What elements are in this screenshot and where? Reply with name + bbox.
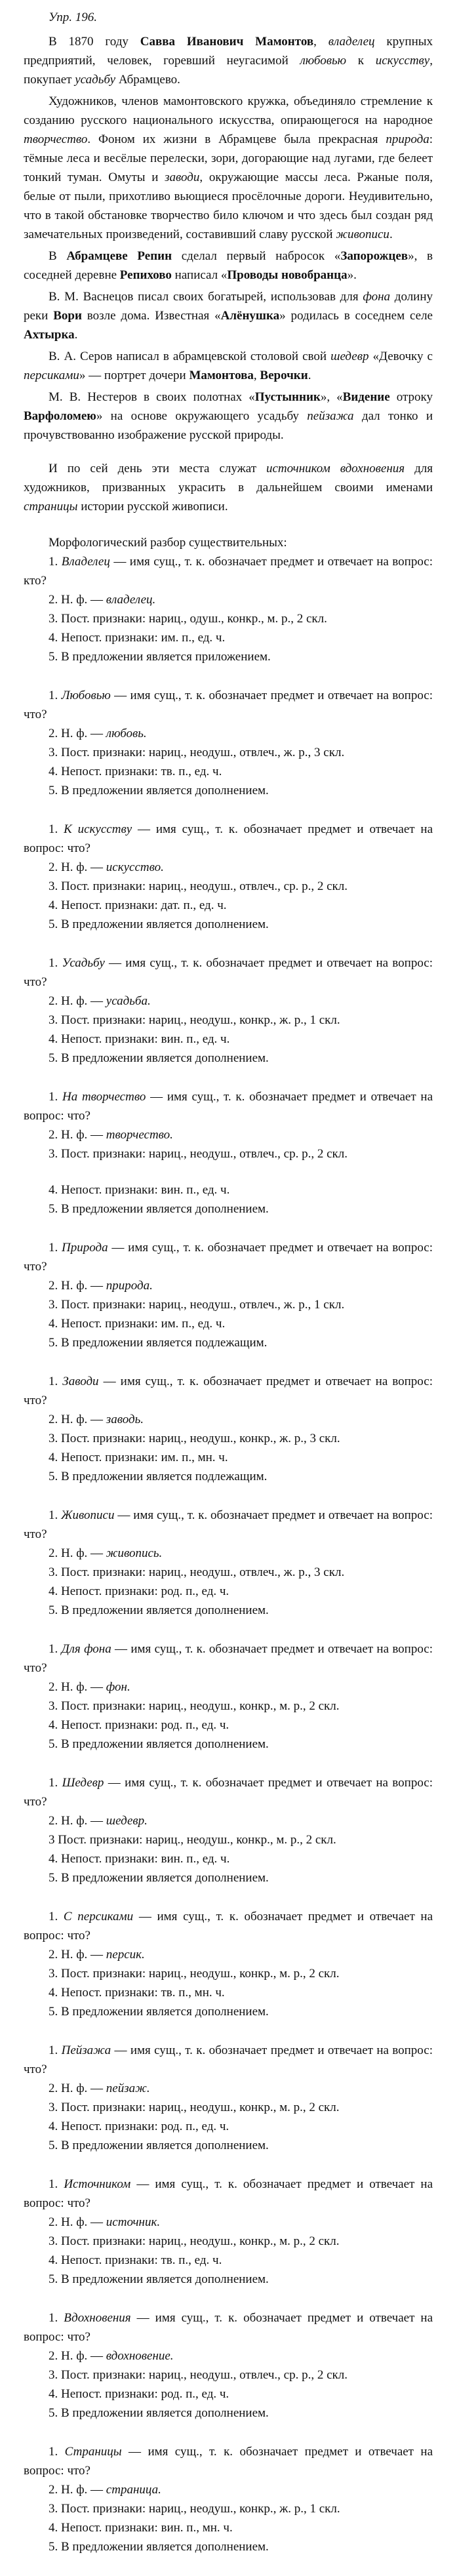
analysis-line-3: 3. Пост. признаки: нариц., неодуш., отвлеч., ср. р., 2 скл. [49,879,348,893]
item-number: 1. [49,1776,62,1790]
normal-form: фон. [106,1680,130,1694]
normal-form: любовь. [106,727,147,740]
normal-form-label: 2. Н. ф. — [49,2483,106,2497]
analysis-line-1 [24,2175,433,2213]
definition-text: — имя сущ., т. к. обозначает предмет и отвечает на вопрос: что? [24,1508,433,1541]
item-number: 1. [49,689,62,702]
definition-text: — имя сущ., т. к. обозначает предмет и отвечает на вопрос: что? [24,956,433,989]
analysis-line-5: 5. В предложении является дополнением. [49,1603,269,1617]
normal-form-label: 2. Н. ф. — [49,727,106,740]
analysis-line-1 [24,2041,433,2079]
definition-text: — имя сущ., т. к. обозначает предмет и отвечает на вопрос: что? [24,1090,433,1123]
analyzed-word: Вдохновения [64,2311,131,2325]
analyzed-word: К искусству [64,822,132,836]
analysis-line-4: 4. Непост. признаки: род. п., ед. ч. [49,1718,230,1732]
analysis-item [24,1238,433,1352]
analysis-line-1 [24,1640,433,1678]
normal-form-label: 2. Н. ф. — [49,1680,106,1694]
analysis-line-4: 4. Непост. признаки: род. п., ед. ч. [49,1584,230,1598]
analysis-line-4: 4. Непост. признаки: тв. п., ед. ч. [49,765,222,778]
normal-form-label: 2. Н. ф. — [49,593,106,607]
analyzed-word: Любовью [61,689,111,702]
analysis-item [24,2308,433,2423]
normal-form-label: 2. Н. ф. — [49,2215,106,2229]
normal-form: искусство. [106,860,164,874]
analysis-line-4: 4. Непост. признаки: вин. п., ед. ч. [49,1852,230,1866]
analysis-line-2 [24,2346,433,2365]
analysis-line-1 [24,686,433,724]
paragraph-5: В. А. Серов написал в абрамцевской столовой свой шедевр «Девочку с персиками» — портрет дочери Мамонтова, Верочки. [24,350,433,382]
normal-form: источник. [106,2215,161,2229]
analysis-line-5: 5. В предложении является дополнением. [49,2272,269,2286]
normal-form: природа. [106,1279,153,1293]
definition-text: — имя сущ., т. к. обозначает предмет и отвечает на вопрос: что? [24,2311,433,2344]
analysis-item [24,2175,433,2289]
analysis-line-4: 4. Непост. признаки: вин. п., мн. ч. [49,2521,233,2535]
analysis-line-3: 3 Пост. признаки: нариц., неодуш., конкр., м. р., 2 скл. [49,1833,336,1847]
analyzed-word: Для фона [61,1642,111,1656]
analysis-line-1 [24,1907,433,1945]
paragraph-4: В. М. Васнецов писал своих богатырей, использовав для фона долину реки Вори возле дома. Известная «Алёнушка» родилась в соседнем селе Ахтырка. [24,290,433,342]
normal-form: заводь. [106,1413,144,1426]
paragraph-7: И по сей день эти места служат источником вдохновения для художников, призванных украсить в дальнейшем своими именами страницы истории русской живописи. [24,462,433,513]
normal-form-label: 2. Н. ф. — [49,1814,106,1828]
definition-text: — имя сущ., т. к. обозначает предмет и отвечает на вопрос: что? [24,1241,433,1274]
analysis-line-5: 5. В предложении является дополнением. [49,2540,269,2554]
analysis-line-2 [24,1276,433,1295]
analyzed-word: Страницы [64,2445,122,2459]
analysis-item [24,1372,433,1486]
analysis-line-3: 3. Пост. признаки: нариц., неодуш., конкр., м. р., 2 скл. [49,2234,340,2248]
definition-text: — имя сущ., т. к. обозначает предмет и отвечает на вопрос: что? [24,1776,433,1809]
item-number: 1. [49,2311,64,2325]
analysis-line-2 [24,2213,433,2232]
analysis-line-3: 3. Пост. признаки: нариц., неодуш., конкр., ж. р., 1 скл. [49,2502,340,2516]
analysis-line-1 [24,1372,433,1410]
analysis-line-4: 4. Непост. признаки: род. п., ед. ч. [49,2387,230,2401]
analysis-item [24,1640,433,1754]
analysis-line-3: 3. Пост. признаки: нариц., неодуш., конкр., м. р., 2 скл. [49,1967,340,1981]
item-number: 1. [49,822,64,836]
item-number: 1. [49,1910,64,1923]
normal-form-label: 2. Н. ф. — [49,1128,106,1142]
item-number: 1. [49,555,62,569]
source-text [24,32,433,516]
analysis-line-3: 3. Пост. признаки: нариц., неодуш., конкр., м. р., 2 скл. [49,2101,340,2114]
definition-text: — имя сущ., т. к. обозначает предмет и отвечает на вопрос: что? [24,2445,433,2478]
item-number: 1. [49,1241,62,1255]
analysis-list [24,552,433,2556]
analysis-line-4: 4. Непост. признаки: вин. п., ед. ч. [49,1032,230,1046]
analysis-line-2 [24,1544,433,1563]
analyzed-word: Усадьбу [62,956,105,970]
analyzed-word: Источником [64,2177,131,2191]
paragraph-1: В 1870 году Савва Иванович Мамонтов, владелец крупных предприятий, человек, горевший неугасимой любовью к искусству, покупает усадьбу Абрамцево. [24,35,433,87]
analysis-line-4: 4. Непост. признаки: тв. п., мн. ч. [49,1986,225,2000]
definition-text: — имя сущ., т. к. обозначает предмет и отвечает на вопрос: что? [24,822,433,855]
normal-form-label: 2. Н. ф. — [49,1546,106,1560]
analysis-line-2 [24,2079,433,2098]
definition-text: — имя сущ., т. к. обозначает предмет и отвечает на вопрос: что? [24,1642,433,1675]
analysis-line-1 [24,1087,433,1125]
analysis-line-1 [24,2442,433,2480]
paragraph-2: Художников, членов мамонтовского кружка, объединяло стремление к созданию русского национального искусства, опирающегося на народное творчество. Фоном их жизни в Абрамцеве была прекрасная природа: тёмные леса и весёлые перелески, зори, догорающие над лугами, где белеет тонкий туман. Омуты и заводи, окружающие массы леса. Ржаные поля, белые от пыли, прихотливо вьющиеся просёлочные дороги. Неудивительно, что в такой обстановке творчество било ключом и что здесь был создан ряд замечательных произведений, составивший славу русской живописи. [24,94,433,241]
definition-text: — имя сущ., т. к. обозначает предмет и отвечает на вопрос: что? [24,1910,433,1942]
analysis-line-4: 4. Непост. признаки: им. п., ед. ч. [49,1317,226,1331]
item-number: 1. [49,2445,65,2459]
analysis-line-5: 5. В предложении является дополнением. [49,2406,269,2420]
analysis-item [24,1506,433,1620]
analysis-line-4: 4. Непост. признаки: им. п., ед. ч. [49,631,226,645]
analyzed-word: Живописи [61,1508,115,1522]
analysis-line-2 [24,1811,433,1830]
analysis-line-2 [24,724,433,743]
analysis-line-5: 5. В предложении является приложением. [49,650,271,664]
analysis-line-2 [24,1410,433,1429]
analysis-item [24,954,433,1068]
item-number: 1. [49,1375,63,1388]
analysis-item [24,1087,433,1218]
analyzed-word: С персиками [63,1910,134,1923]
analysis-item [24,552,433,666]
analysis-line-1 [24,2308,433,2346]
analyzed-word: Владелец [61,555,110,569]
normal-form-label: 2. Н. ф. — [49,1413,106,1426]
definition-text: — имя сущ., т. к. обозначает предмет и отвечает на вопрос: что? [24,1375,433,1407]
normal-form-label: 2. Н. ф. — [49,2349,106,2363]
item-number: 1. [49,1508,62,1522]
analysis-line-3: 3. Пост. признаки: нариц., неодуш., конкр., ж. р., 1 скл. [49,1013,340,1027]
analysis-line-2 [24,858,433,877]
analysis-line-5: 5. В предложении является дополнением. [49,917,269,931]
normal-form: страница. [106,2483,161,2497]
analysis-line-4: 4. Непост. признаки: род. п., ед. ч. [49,2120,230,2133]
exercise-title: Упр. 196. [49,10,98,24]
normal-form-label: 2. Н. ф. — [49,2082,106,2095]
analysis-item [24,686,433,800]
definition-text: — имя сущ., т. к. обозначает предмет и отвечает на вопрос: кто? [24,555,433,588]
analysis-item [24,1773,433,1887]
normal-form-label: 2. Н. ф. — [49,1279,106,1293]
analysis-line-3: 3. Пост. признаки: нариц., неодуш., конкр., ж. р., 3 скл. [49,1432,340,1445]
analysis-line-3: 3. Пост. признаки: нариц., неодуш., отвлеч., ж. р., 3 скл. [49,746,345,759]
analysis-line-3: 3. Пост. признаки: нариц., неодуш., отвлеч., ж. р., 3 скл. [49,1565,345,1579]
analysis-line-3: 3. Пост. признаки: нариц., неодуш., конкр., м. р., 2 скл. [49,1699,340,1713]
item-number: 1. [49,2177,64,2191]
analysis-line-5: 5. В предложении является дополнением. [49,2139,269,2152]
item-number: 1. [49,2043,62,2057]
normal-form: усадьба. [106,994,151,1008]
analysis-item [24,2041,433,2155]
analyzed-word: Пейзажа [61,2043,111,2057]
definition-text: — имя сущ., т. к. обозначает предмет и отвечает на вопрос: что? [24,2043,433,2076]
analyzed-word: Шедевр [62,1776,104,1790]
definition-text: — имя сущ., т. к. обозначает предмет и отвечает на вопрос: что? [24,2177,433,2210]
analysis-line-2 [24,992,433,1011]
analysis-line-4: 4. Непост. признаки: дат. п., ед. ч. [49,898,227,912]
analysis-line-5: 5. В предложении является подлежащим. [49,1336,268,1350]
analysis-heading: Морфологический разбор существительных: [49,536,287,550]
analysis-line-4: 4. Непост. признаки: вин. п., ед. ч. [49,1183,230,1197]
analysis-line-3: 3. Пост. признаки: нариц., неодуш., отвлеч., ср. р., 2 скл. [49,2368,348,2382]
analysis-line-5: 5. В предложении является дополнением. [49,1871,269,1885]
analysis-line-1 [24,820,433,858]
analysis-line-1 [24,1238,433,1276]
analysis-line-5: 5. В предложении является дополнением. [49,784,269,797]
analysis-item [24,2442,433,2556]
paragraph-3: В Абрамцеве Репин сделал первый набросок «Запорожцев», в соседней деревне Репихово написал «Проводы новобранца». [24,249,433,282]
analysis-line-1 [24,954,433,992]
analysis-line-5: 5. В предложении является подлежащим. [49,1470,268,1483]
analysis-line-3: 3. Пост. признаки: нариц., одуш., конкр., м. р., 2 скл. [49,612,327,626]
analysis-line-2 [24,590,433,609]
normal-form: творчество. [106,1128,173,1142]
paragraph-6: М. В. Нестеров в своих полотнах «Пустынник», «Видение отроку Варфоломею» на основе окружающего усадьбу пейзажа дал тонко и прочувствованно изображение русской природы. [24,390,433,442]
normal-form: пейзаж. [106,2082,150,2095]
analysis-line-3: 3. Пост. признаки: нариц., неодуш., отвлеч., ж. р., 1 скл. [49,1298,345,1312]
normal-form: владелец. [106,593,156,607]
item-number: 1. [49,1090,62,1104]
analysis-line-1 [24,1506,433,1544]
normal-form: персик. [106,1948,145,1962]
normal-form: вдохновение. [106,2349,174,2363]
normal-form-label: 2. Н. ф. — [49,860,106,874]
analyzed-word: Природа [62,1241,108,1255]
item-number: 1. [49,1642,62,1656]
analysis-line-2 [24,1125,433,1144]
item-number: 1. [49,956,62,970]
analysis-item [24,820,433,934]
analysis-line-4: 4. Непост. признаки: им. п., мн. ч. [49,1451,228,1464]
normal-form: живопись. [106,1546,163,1560]
analysis-line-3: 3. Пост. признаки: нариц., неодуш., отвлеч., ср. р., 2 скл. [49,1147,348,1161]
normal-form: шедевр. [106,1814,148,1828]
analysis-line-5: 5. В предложении является дополнением. [49,1737,269,1751]
normal-form-label: 2. Н. ф. — [49,994,106,1008]
analysis-line-1 [24,552,433,590]
analyzed-word: На творчество [62,1090,146,1104]
analysis-line-4: 4. Непост. признаки: тв. п., ед. ч. [49,2253,222,2267]
analysis-line-5: 5. В предложении является дополнением. [49,1051,269,1065]
analysis-item [24,1907,433,2021]
normal-form-label: 2. Н. ф. — [49,1948,106,1962]
analysis-line-2 [24,1678,433,1697]
analysis-line-5: 5. В предложении является дополнением. [49,1202,269,1216]
analysis-line-1 [24,1773,433,1811]
analysis-line-2 [24,1945,433,1964]
analyzed-word: Заводи [62,1375,99,1388]
analysis-line-5: 5. В предложении является дополнением. [49,2005,269,2019]
definition-text: — имя сущ., т. к. обозначает предмет и отвечает на вопрос: что? [24,689,433,721]
